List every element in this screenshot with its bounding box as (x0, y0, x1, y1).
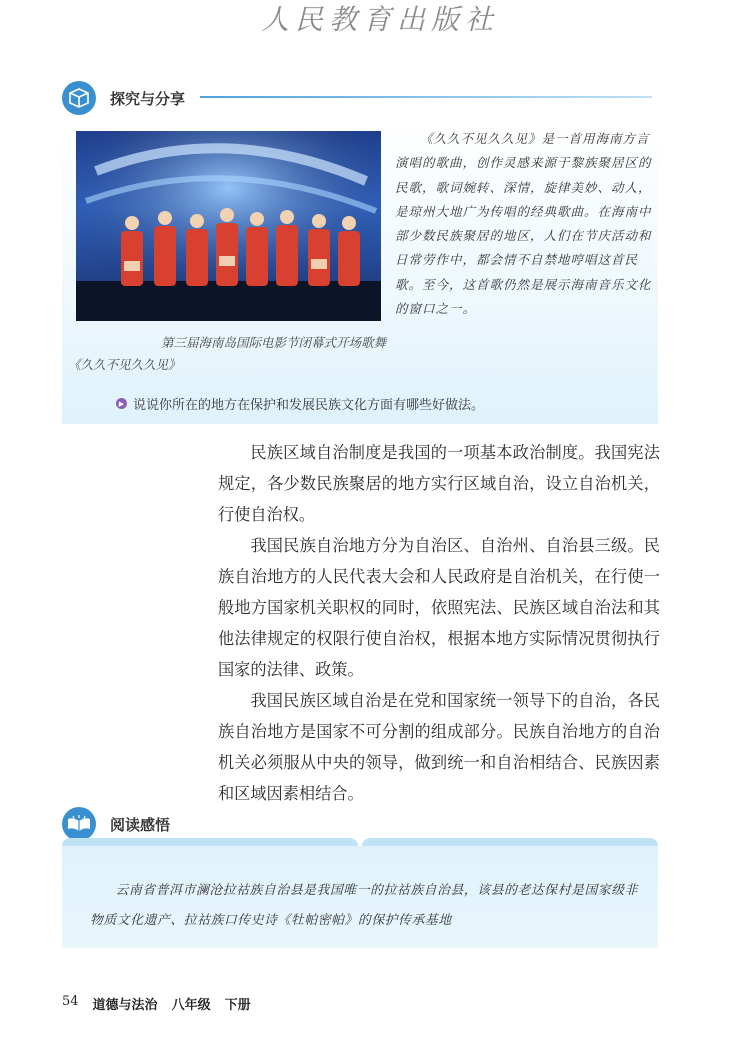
paragraph-1: 民族区域自治制度是我国的一项基本政治制度。我国宪法规定，各少数民族聚居的地方实行区域自治，设立自治机关，行使自治权。 (218, 443, 660, 524)
grade-label: 八年级 (171, 998, 211, 1013)
explore-divider (200, 96, 652, 98)
explore-text: 《久久不见久久见》是一首用海南方言演唱的歌曲，创作灵感来源于黎族聚居区的民歌，歌词婉转、深情，旋律美妙、动人，是琼州大地广为传唱的经典歌曲。在海南中部少数民族聚居的地区，人们在节庆活动和日常劳作中，都会情不自禁地哼唱这首民歌。至今，这首歌仍然是展示海南音乐文化的窗口之一。 (395, 131, 652, 317)
page-number: 54 (62, 994, 79, 1009)
play-bullet-icon: ▶ (116, 398, 127, 409)
caption-line-2: 《久久不见久久见》 (68, 357, 181, 372)
cube-icon (62, 81, 96, 115)
explore-heading (62, 78, 185, 118)
photo-caption (68, 332, 386, 376)
volume-label: 下册 (224, 998, 251, 1013)
prompt-text: 说说你所在的地方在保护和发展民族文化方面有哪些好做法。 (133, 398, 485, 413)
discussion-prompt (116, 394, 484, 413)
book-title: 道德与法治 (92, 998, 158, 1013)
stage-performance-photo (76, 131, 381, 321)
paragraph-3: 我国民族区域自治是在党和国家统一领导下的自治，各民族自治地方是国家不可分割的组成部分。民族自治地方的自治机关必须服从中央的领导，做到统一和自治相结合、民族因素和区域因素相结合。 (218, 691, 660, 803)
reading-title: 阅读感悟 (110, 815, 171, 834)
caption-line-1: 第三届海南岛国际电影节闭幕式开场歌舞 (160, 335, 386, 350)
open-book-icon (62, 807, 96, 841)
publisher-logo: 人民教育出版社 (260, 3, 499, 36)
main-body (218, 437, 660, 809)
explore-title: 探究与分享 (110, 89, 186, 108)
reading-text: 云南省普洱市澜沧拉祜族自治县是我国唯一的拉祜族自治县，该县的老达保村是国家级非物质文化遗产、拉祜族口传史诗《牡帕密帕》的保护传承基地 (90, 883, 639, 928)
page-footer (62, 994, 251, 1013)
paragraph-2: 我国民族自治地方分为自治区、自治州、自治县三级。民族自治地方的人民代表大会和人民政府是自治机关，在行使一般地方国家机关职权的同时，依照宪法、民族区域自治法和其他法律规定的权限行使自治权，根据本地方实际情况贯彻执行国家的法律、政策。 (218, 536, 660, 679)
